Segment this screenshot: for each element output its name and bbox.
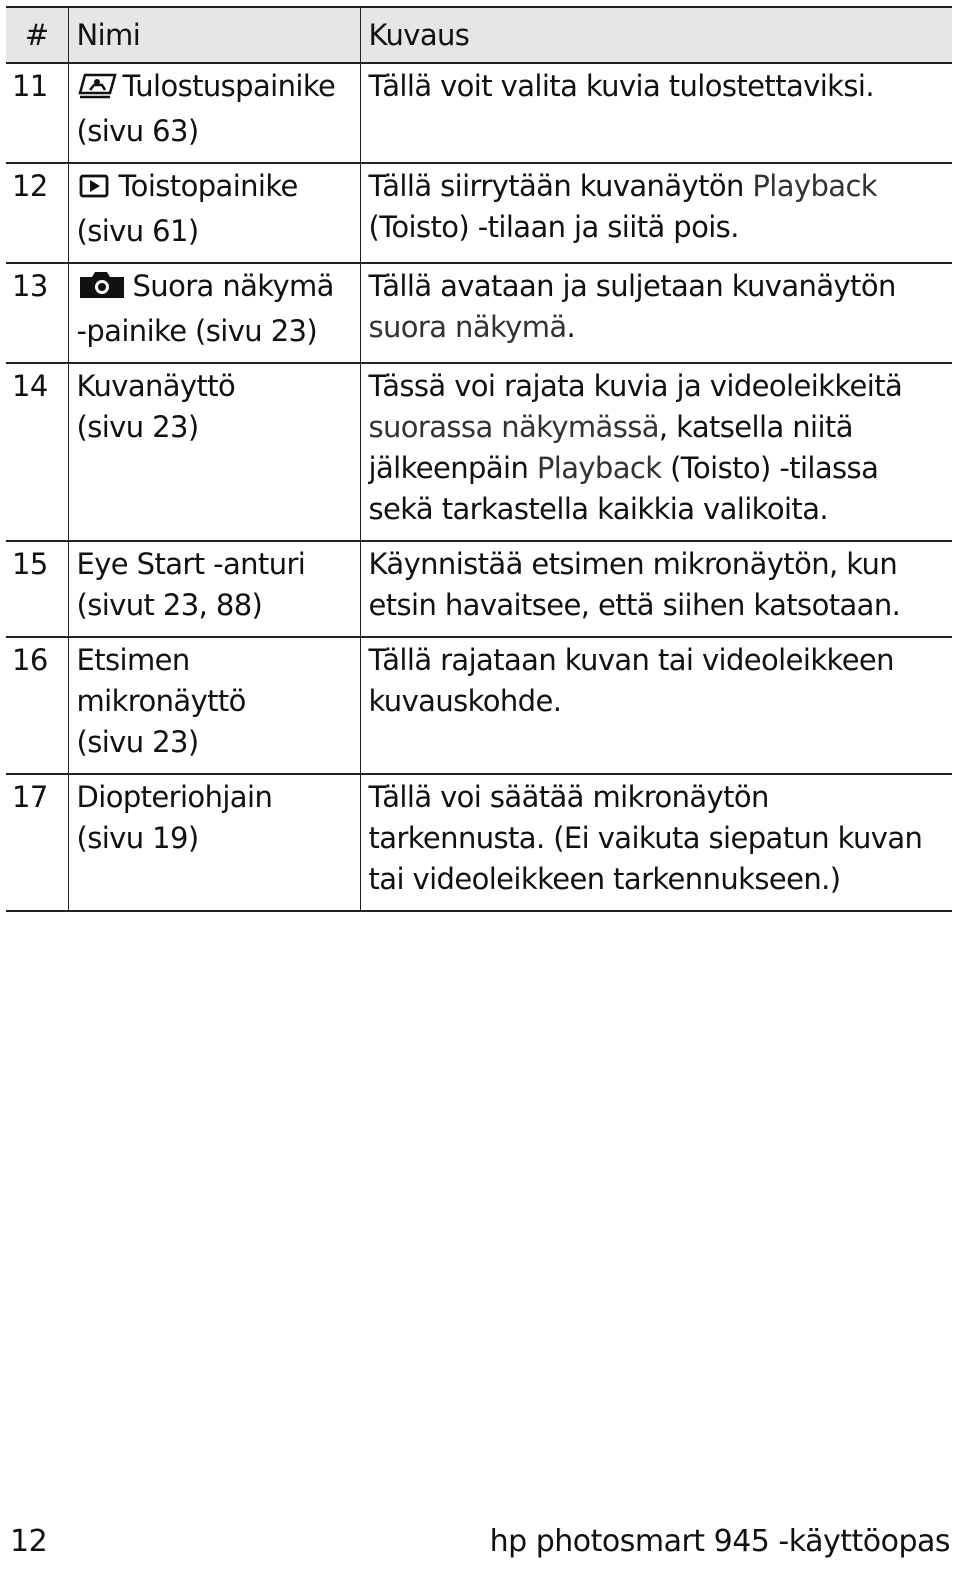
description-text: Tällä rajataan kuvan tai videoleikkeen kuvauskohde. — [368, 643, 894, 718]
row-name-label: Toistopainike — [118, 169, 298, 203]
row-name-label: Diopteriohjain — [76, 780, 273, 814]
table-row-14 — [6, 363, 952, 541]
row-name — [68, 541, 360, 637]
table-row-12 — [6, 163, 952, 263]
table-row-16 — [6, 637, 952, 774]
row-name-label: Eye Start -anturi — [76, 547, 306, 581]
description-text: Tässä voi rajata kuvia ja videoleikkeitä — [368, 369, 903, 403]
table-row-15 — [6, 541, 952, 637]
description-text: (Toisto) -tilaan ja siitä pois. — [368, 210, 739, 244]
row-name-label: Suora näkymä — [132, 269, 334, 303]
description-text: Tällä siirrytään kuvanäytön — [368, 169, 753, 203]
row-number: 13 — [6, 263, 68, 363]
row-page-reference: -painike (sivu 23) — [76, 314, 318, 348]
row-number: 12 — [6, 163, 68, 263]
row-number: 16 — [6, 637, 68, 774]
row-name — [68, 637, 360, 774]
row-page-reference: (sivu 23) — [76, 725, 199, 759]
row-number: 15 — [6, 541, 68, 637]
camera-icon — [77, 270, 127, 311]
row-name-label: Tulostuspainike — [122, 69, 336, 103]
ui-term: suorassa näkymässä — [368, 410, 659, 444]
row-description — [360, 541, 952, 637]
row-page-reference: (sivu 61) — [76, 214, 199, 248]
row-description — [360, 637, 952, 774]
description-text: . — [566, 310, 576, 344]
header-number: # — [6, 7, 68, 63]
manual-title: hp photosmart 945 -käyttöopas — [489, 1524, 950, 1559]
row-description — [360, 163, 952, 263]
ui-term: suora näkymä — [368, 310, 567, 344]
print-button-icon — [77, 70, 117, 111]
row-description — [360, 263, 952, 363]
row-page-reference: (sivu 63) — [76, 114, 199, 148]
table-row-13 — [6, 263, 952, 363]
component-table — [6, 6, 952, 912]
row-name — [68, 63, 360, 163]
description-text: Käynnistää etsimen mikronäytön, kun etsin havaitsee, että siihen katsotaan. — [368, 547, 901, 622]
description-text: Tällä voi säätää mikronäytön tarkennusta. (Ei vaikuta siepatun kuvan tai videoleikkeen tarkennukseen.) — [368, 780, 923, 896]
table-header-row — [6, 7, 952, 63]
row-name — [68, 774, 360, 911]
description-text: Tällä avataan ja suljetaan kuvanäytön — [368, 269, 896, 303]
table-header — [6, 7, 952, 63]
row-description — [360, 363, 952, 541]
row-name-label: Kuvanäyttö — [76, 369, 236, 403]
ui-term: Playback — [752, 169, 877, 203]
row-name-label: Etsimen mikronäyttö — [76, 643, 246, 718]
ui-term: Playback — [536, 451, 662, 485]
row-name — [68, 363, 360, 541]
description-text: Tällä voit valita kuvia tulostettaviksi. — [368, 69, 874, 103]
table-body — [6, 63, 952, 911]
description-text: (Toisto) -tilassa sekä tarkastella kaikkia valikoita. — [368, 451, 879, 526]
row-page-reference: (sivu 19) — [76, 821, 199, 855]
row-page-reference: (sivu 23) — [76, 410, 199, 444]
page-number: 12 — [10, 1524, 48, 1559]
playback-button-icon — [77, 170, 113, 211]
page — [6, 6, 952, 912]
table-row-11 — [6, 63, 952, 163]
description-text: , katsella niitä jälkeenpäin — [368, 410, 853, 485]
row-page-reference: (sivut 23, 88) — [76, 588, 263, 622]
table-row-17 — [6, 774, 952, 911]
row-name — [68, 163, 360, 263]
header-name: Nimi — [68, 7, 360, 63]
row-number: 17 — [6, 774, 68, 911]
row-description — [360, 63, 952, 163]
header-description: Kuvaus — [360, 7, 952, 63]
row-description — [360, 774, 952, 911]
row-number: 14 — [6, 363, 68, 541]
row-name — [68, 263, 360, 363]
row-number: 11 — [6, 63, 68, 163]
